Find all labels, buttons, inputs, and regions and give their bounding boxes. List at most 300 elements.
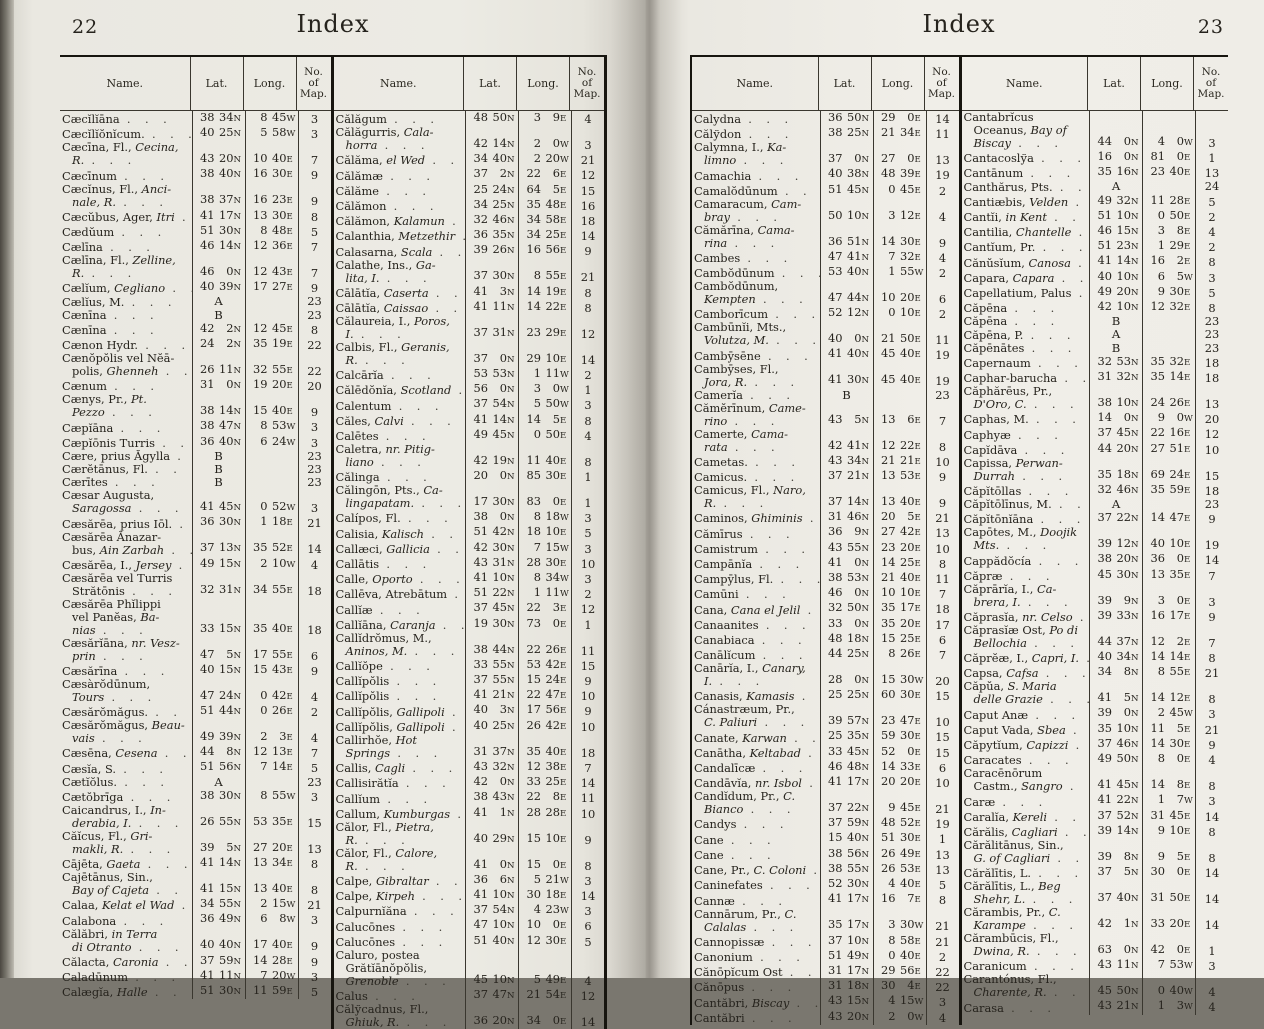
index-row: [334, 918, 605, 933]
map-ref-letter: A: [214, 774, 223, 789]
entry-name: Calus .: [334, 988, 466, 1003]
entry-long: 13 53 E: [873, 469, 926, 484]
entry-long: 0 50 E: [518, 428, 571, 443]
index-row: [60, 450, 331, 463]
entry-name: Camborīcum .: [692, 306, 820, 321]
entry-lat: 25 25 N: [820, 688, 873, 703]
entry-long: 8 55 W: [245, 789, 298, 804]
entry-long: 11 40 E: [518, 443, 571, 469]
index-row: [692, 632, 959, 647]
entry-map-number: 10: [571, 719, 604, 734]
entry-lat: 37 40 N: [1089, 880, 1142, 906]
entry-long: 2 0 W: [873, 1010, 926, 1025]
index-row: [60, 378, 331, 393]
entry-map-number: 7: [298, 141, 331, 167]
index-row: [334, 397, 605, 412]
entry-long: 28 28 E: [518, 806, 571, 821]
entry-lat: 38 0 N: [465, 510, 518, 525]
entry-long: 13 35 E: [1142, 568, 1195, 583]
index-row: [334, 688, 605, 703]
entry-name: Cæsar Augusta, Saragossa .: [60, 489, 192, 515]
entry-map-number: 1: [571, 617, 604, 632]
index-row: [962, 665, 1229, 680]
entry-long: [1142, 180, 1195, 193]
index-row: [334, 300, 605, 315]
index-row: [60, 912, 331, 927]
entry-lat: 37 59 N: [192, 954, 245, 969]
entry-long: 31 50 E: [1142, 880, 1195, 906]
index-row: [962, 355, 1229, 370]
entry-lat: 40 15 N: [192, 663, 245, 678]
entry-map-number: 11: [571, 790, 604, 805]
entry-map-number: 8: [298, 871, 331, 897]
entry-long: [873, 389, 926, 402]
entry-lat: 51 45 N: [820, 183, 873, 198]
entry-long: 9 30 E: [1142, 285, 1195, 300]
entry-map-number: 1: [571, 484, 604, 510]
entry-long: 53 35 E: [245, 804, 298, 830]
entry-lat: [192, 309, 245, 322]
entry-map-number: 2: [926, 306, 959, 321]
entry-long: 17 56 E: [518, 703, 571, 718]
column-header-name: Name.: [736, 77, 774, 90]
index-row: [60, 254, 331, 280]
entry-long: 42 0 E: [1142, 932, 1195, 958]
index-row: [334, 541, 605, 556]
index-row: [962, 932, 1229, 958]
index-row: [692, 790, 959, 816]
entry-map-number: 18: [298, 572, 331, 598]
entry-name: Cambŏdūnum .: [692, 265, 820, 280]
entry-long: 28 30 E: [518, 556, 571, 571]
entry-map-number: 19: [926, 167, 959, 182]
entry-map-number: 7: [298, 239, 331, 254]
entry-long: 36 0 E: [1142, 552, 1195, 567]
entry-map-number: 8: [926, 428, 959, 454]
entry-map-number: 9: [298, 393, 331, 419]
entry-long: 12 36 E: [245, 239, 298, 254]
entry-map-number: 17: [926, 617, 959, 632]
entry-map-number: 4: [1195, 752, 1228, 767]
index-row: [60, 141, 331, 167]
index-row: [334, 228, 605, 243]
entry-long: 33 25 E: [518, 775, 571, 790]
entry-map-number: 2: [571, 586, 604, 601]
entry-lat: 41 3 N: [465, 285, 518, 300]
index-row: [692, 126, 959, 141]
entry-map-number: 22: [298, 337, 331, 352]
entry-name: Callĭpŏlis .: [334, 673, 466, 688]
entry-map-number: 23: [298, 776, 331, 789]
index-row: [692, 469, 959, 484]
index-row: [962, 767, 1229, 793]
entry-long: 35 48 E: [518, 198, 571, 213]
entry-map-number: 1: [926, 831, 959, 846]
entry-long: 30 4 E: [873, 979, 926, 994]
entry-long: 12 32 E: [1142, 300, 1195, 315]
entry-lat: 46 15 N: [1089, 224, 1142, 239]
entry-name: Cánastræum, Pr., C. Paliuri .: [692, 703, 820, 729]
entry-map-number: 18: [1195, 370, 1228, 385]
index-table-half-1: [60, 57, 331, 1029]
entry-name: Cælĭum, Cegliano .: [60, 280, 192, 295]
entry-name: Cælīna, Fl., Zelline, R. .: [60, 254, 192, 280]
entry-map-number: 1: [571, 382, 604, 397]
index-row: [60, 663, 331, 678]
entry-lat: 41 17 N: [820, 775, 873, 790]
entry-name: Călăma, el Wed .: [334, 152, 466, 167]
entry-name: Callis, Cagli .: [334, 760, 466, 775]
entry-name: Cana, Cana el Jelil .: [692, 601, 820, 616]
entry-name: Callēva, Atrebātum .: [334, 586, 466, 601]
index-column: [692, 111, 959, 1025]
entry-lat: 53 53 N: [465, 367, 518, 382]
index-row: [962, 973, 1229, 999]
entry-map-number: 9: [1195, 609, 1228, 624]
entry-map-number: 23: [298, 463, 331, 476]
entry-lat: 36 40 N: [192, 435, 245, 450]
entry-lat: 42 41 N: [820, 428, 873, 454]
entry-lat: 32 53 N: [1089, 355, 1142, 370]
entry-map-number: 4: [571, 949, 604, 988]
entry-name: Cærĕtānus, Fl. .: [60, 463, 192, 476]
entry-map-number: 5: [298, 224, 331, 239]
entry-map-number: 15: [926, 729, 959, 744]
index-row: [60, 760, 331, 775]
entry-lat: 39 8 N: [1089, 839, 1142, 865]
entry-name: Căpēna .: [962, 300, 1090, 315]
index-row: [962, 511, 1229, 526]
entry-map-number: 7: [1195, 624, 1228, 650]
entry-name: Cālātĭa, Caserta .: [334, 285, 466, 300]
entry-map-number: 10: [571, 688, 604, 703]
entry-map-number: 9: [298, 928, 331, 954]
entry-long: 6 5 W: [1142, 270, 1195, 285]
index-column: [334, 111, 605, 1029]
page-number: 23: [1197, 16, 1224, 38]
entry-map-number: 5: [571, 525, 604, 540]
index-row: [60, 280, 331, 295]
entry-long: 40 10 E: [1142, 526, 1195, 552]
entry-lat: 34 8 N: [1089, 665, 1142, 680]
entry-lat: 63 0 N: [1089, 932, 1142, 958]
entry-map-number: 11: [926, 321, 959, 347]
entry-map-number: 8: [1195, 650, 1228, 665]
entry-lat: 42 1 N: [1089, 906, 1142, 932]
entry-name: Cărălitānus, Sin., G. of Cagliari .: [962, 839, 1090, 865]
index-row: [334, 673, 605, 688]
entry-map-number: 5: [571, 934, 604, 949]
entry-map-number: 18: [571, 734, 604, 760]
entry-lat: [1089, 342, 1142, 355]
entry-name: Cantilia, Chantelle .: [962, 224, 1090, 239]
entry-map-number: 14: [571, 775, 604, 790]
entry-lat: 41 1 N: [465, 806, 518, 821]
entry-lat: 37 30 N: [465, 259, 518, 285]
entry-lat: [192, 476, 245, 489]
entry-long: 27 0 E: [873, 141, 926, 167]
index-row: [962, 680, 1229, 706]
entry-lat: 37 0 N: [820, 141, 873, 167]
entry-map-number: 9: [571, 703, 604, 718]
entry-lat: 40 25 N: [192, 126, 245, 141]
entry-name: Călўdon .: [692, 126, 820, 141]
index-row: [334, 382, 605, 397]
index-row: [692, 662, 959, 688]
entry-long: 35 32 E: [1142, 355, 1195, 370]
index-row: [962, 752, 1229, 767]
index-row: [334, 760, 605, 775]
entry-name: Caracates .: [962, 752, 1090, 767]
entry-long: 27 20 E: [245, 830, 298, 856]
entry-lat: 47 24 N: [192, 678, 245, 704]
column-header-lat: Lat.: [818, 57, 871, 110]
entry-name: Caracēnōrum Castm., Sangro .: [962, 767, 1090, 793]
index-row: [334, 719, 605, 734]
index-row: [60, 745, 331, 760]
entry-long: 53 42 E: [518, 658, 571, 673]
entry-map-number: 8: [926, 892, 959, 907]
entry-long: 14 30 E: [1142, 737, 1195, 752]
index-row: [60, 719, 331, 745]
entry-long: 10 20 E: [873, 280, 926, 306]
entry-name: Cantăbri, Biscay .: [692, 994, 820, 1009]
entry-lat: 36 20 N: [465, 1003, 518, 1029]
entry-lat: 40 0 N: [820, 321, 873, 347]
entry-long: 23 20 E: [873, 541, 926, 556]
column-header-map: No. of Map.: [924, 57, 959, 110]
entry-name: Căprĕæ, I., Capri, I. .: [962, 650, 1090, 665]
entry-name: Cajētānus, Sin., Bay of Cajeta .: [60, 871, 192, 897]
entry-map-number: 21: [571, 259, 604, 285]
entry-lat: 49 50 N: [1089, 752, 1142, 767]
entry-map-number: 14: [571, 888, 604, 903]
column-header-lat: Lat.: [463, 57, 516, 110]
index-row: [334, 949, 605, 988]
entry-long: 12 13 E: [245, 745, 298, 760]
entry-map-number: 21: [298, 897, 331, 912]
entry-long: 22 26 E: [518, 632, 571, 658]
entry-lat: 40 25 N: [465, 719, 518, 734]
index-row: [60, 928, 331, 954]
entry-lat: 38 10 N: [1089, 385, 1142, 411]
index-row: [334, 443, 605, 469]
index-row: [692, 964, 959, 979]
entry-lat: 14 0 N: [1089, 411, 1142, 426]
entry-long: [245, 463, 298, 476]
entry-long: 14 19 E: [518, 285, 571, 300]
index-table: [60, 55, 607, 1029]
index-row: [60, 224, 331, 239]
entry-name: Callātis .: [334, 556, 466, 571]
entry-lat: 41 45 N: [1089, 767, 1142, 793]
entry-lat: 34 25 N: [465, 198, 518, 213]
entry-long: 7 20 W: [245, 969, 298, 984]
entry-lat: 41 14 N: [465, 413, 518, 428]
entry-map-number: 1: [571, 469, 604, 484]
entry-long: 8 53 W: [245, 419, 298, 434]
entry-lat: 26 55 N: [192, 804, 245, 830]
index-row: [692, 363, 959, 389]
page-22: [14, 0, 646, 1029]
entry-long: 24 26 E: [1142, 385, 1195, 411]
entry-name: Cănŭsĭum, Canosa .: [962, 254, 1090, 269]
index-row: [962, 722, 1229, 737]
entry-name: Cambūnĭi, Mts., Volutza, M. .: [692, 321, 820, 347]
entry-name: Cæpĭōnis Turris .: [60, 435, 192, 450]
entry-lat: 25 24 N: [465, 183, 518, 198]
entry-long: 34 58 E: [518, 213, 571, 228]
map-ref-letter: B: [1111, 340, 1121, 355]
entry-long: 14 47 E: [1142, 511, 1195, 526]
entry-lat: 42 10 N: [1089, 300, 1142, 315]
entry-lat: 19 30 N: [465, 617, 518, 632]
entry-long: 12 43 E: [245, 254, 298, 280]
column-header-long: Long.: [243, 57, 296, 110]
index-row: [962, 706, 1229, 721]
index-row: [692, 831, 959, 846]
index-row: [692, 306, 959, 321]
entry-map-number: 3: [571, 397, 604, 412]
entry-long: [245, 476, 298, 489]
entry-lat: 47 41 N: [820, 250, 873, 265]
entry-lat: 41 11 N: [192, 969, 245, 984]
entry-map-number: 18: [1195, 355, 1228, 370]
entry-map-number: 9: [298, 663, 331, 678]
entry-map-number: 8: [1195, 680, 1228, 706]
entry-name: Canate, Karwan .: [692, 729, 820, 744]
entry-long: 10 10 E: [873, 586, 926, 601]
index-row: [962, 411, 1229, 426]
entry-map-number: 3: [298, 489, 331, 515]
entry-lat: 43 55 N: [820, 541, 873, 556]
index-row: [692, 760, 959, 775]
entry-lat: 47 10 N: [465, 918, 518, 933]
entry-lat: 37 31 N: [465, 315, 518, 341]
entry-name: Calaa, Kelat el Wad .: [60, 897, 192, 912]
entry-name: Capara, Capara .: [962, 270, 1090, 285]
entry-name: Cæcĭlĭāna .: [60, 111, 192, 126]
entry-map-number: 4: [298, 678, 331, 704]
entry-lat: 48 18 N: [820, 632, 873, 647]
entry-long: 9 45 E: [873, 790, 926, 816]
entry-map-number: 1: [1195, 150, 1228, 165]
entry-lat: 41 14 N: [1089, 254, 1142, 269]
entry-long: 15 43 E: [245, 663, 298, 678]
entry-map-number: 21: [298, 515, 331, 530]
index-row: [60, 476, 331, 489]
entry-name: Calucōnes .: [334, 918, 466, 933]
entry-map-number: 8: [1195, 254, 1228, 269]
index-row: [962, 793, 1229, 808]
entry-long: 12 30 E: [518, 934, 571, 949]
entry-long: 29 10 E: [518, 341, 571, 367]
entry-long: [245, 450, 298, 463]
table-header-row: [692, 57, 959, 111]
entry-map-number: 3: [298, 912, 331, 927]
entry-map-number: 8: [298, 209, 331, 224]
entry-lat: 37 54 N: [465, 903, 518, 918]
entry-long: 7 14 E: [245, 760, 298, 775]
entry-lat: 47 44 N: [820, 280, 873, 306]
entry-map-number: 3: [1195, 958, 1228, 973]
entry-lat: 46 0 N: [820, 586, 873, 601]
entry-lat: 40 40 N: [192, 928, 245, 954]
index-row: [334, 988, 605, 1003]
entry-lat: [192, 295, 245, 308]
index-row: [962, 285, 1229, 300]
entry-map-number: 3: [571, 126, 604, 152]
entry-name: Carasa .: [962, 999, 1090, 1014]
entry-map-number: 4: [1195, 999, 1228, 1014]
entry-long: 31 45 E: [1142, 809, 1195, 824]
entry-map-number: 22: [926, 964, 959, 979]
entry-long: 73 0 E: [518, 617, 571, 632]
entry-name: Cappădŏcía .: [962, 552, 1090, 567]
entry-lat: 39 57 N: [820, 703, 873, 729]
index-row: [692, 847, 959, 862]
index-row: [334, 111, 605, 126]
entry-long: 27 42 E: [873, 525, 926, 540]
index-row: [692, 647, 959, 662]
entry-map-number: 12: [571, 167, 604, 182]
entry-long: 0 10 E: [873, 306, 926, 321]
entry-map-number: 4: [298, 557, 331, 572]
entry-map-number: 14: [571, 1003, 604, 1029]
index-row: [334, 658, 605, 673]
entry-long: 3 9 E: [518, 111, 571, 126]
entry-map-number: 8: [571, 285, 604, 300]
entry-name: Caluro, postea Grătĭānŏpŏlis, Grenoble .: [334, 949, 466, 988]
entry-map-number: 4: [1195, 973, 1228, 999]
entry-name: Cantiæbis, Velden .: [962, 194, 1090, 209]
entry-lat: 45 50 N: [1089, 973, 1142, 999]
entry-name: Cæsărēa vel Turris Strătōnis .: [60, 572, 192, 598]
entry-map-number: 8: [1195, 300, 1228, 315]
entry-map-number: 12: [571, 988, 604, 1003]
entry-lat: 39 14 N: [1089, 824, 1142, 839]
entry-lat: 40 10 N: [1089, 270, 1142, 285]
entry-lat: 42 19 N: [465, 443, 518, 469]
index-row: [692, 510, 959, 525]
entry-map-number: 5: [298, 760, 331, 775]
entry-long: 16 23 E: [245, 183, 298, 209]
entry-map-number: 4: [926, 198, 959, 224]
entry-lat: 41 17 N: [820, 892, 873, 907]
entry-name: Căprasĭæ Ost, Po di Bellochia .: [962, 624, 1090, 650]
entry-name: Callĭpŏlis .: [334, 688, 466, 703]
entry-long: 2 15 W: [245, 897, 298, 912]
entry-long: 15 40 E: [245, 393, 298, 419]
index-row: [334, 484, 605, 510]
index-row: [334, 888, 605, 903]
entry-name: Căprārĭa, I., Ca- brera, I. .: [962, 583, 1090, 609]
entry-map-number: 3: [298, 126, 331, 141]
entry-lat: 36 51 N: [820, 224, 873, 250]
entry-map-number: 23: [1195, 328, 1228, 341]
index-row: [962, 150, 1229, 165]
index-row: [962, 737, 1229, 752]
entry-long: 3 8 E: [1142, 224, 1195, 239]
entry-long: 20 5 E: [873, 510, 926, 525]
entry-lat: 40 29 N: [465, 821, 518, 847]
entry-map-number: 10: [926, 541, 959, 556]
entry-map-number: 9: [571, 243, 604, 258]
entry-name: Calbis, Fl., Geranis, R. .: [334, 341, 466, 367]
entry-long: 32 55 E: [245, 352, 298, 378]
entry-long: 16 17 E: [1142, 609, 1195, 624]
entry-name: Cannopissæ .: [692, 934, 820, 949]
